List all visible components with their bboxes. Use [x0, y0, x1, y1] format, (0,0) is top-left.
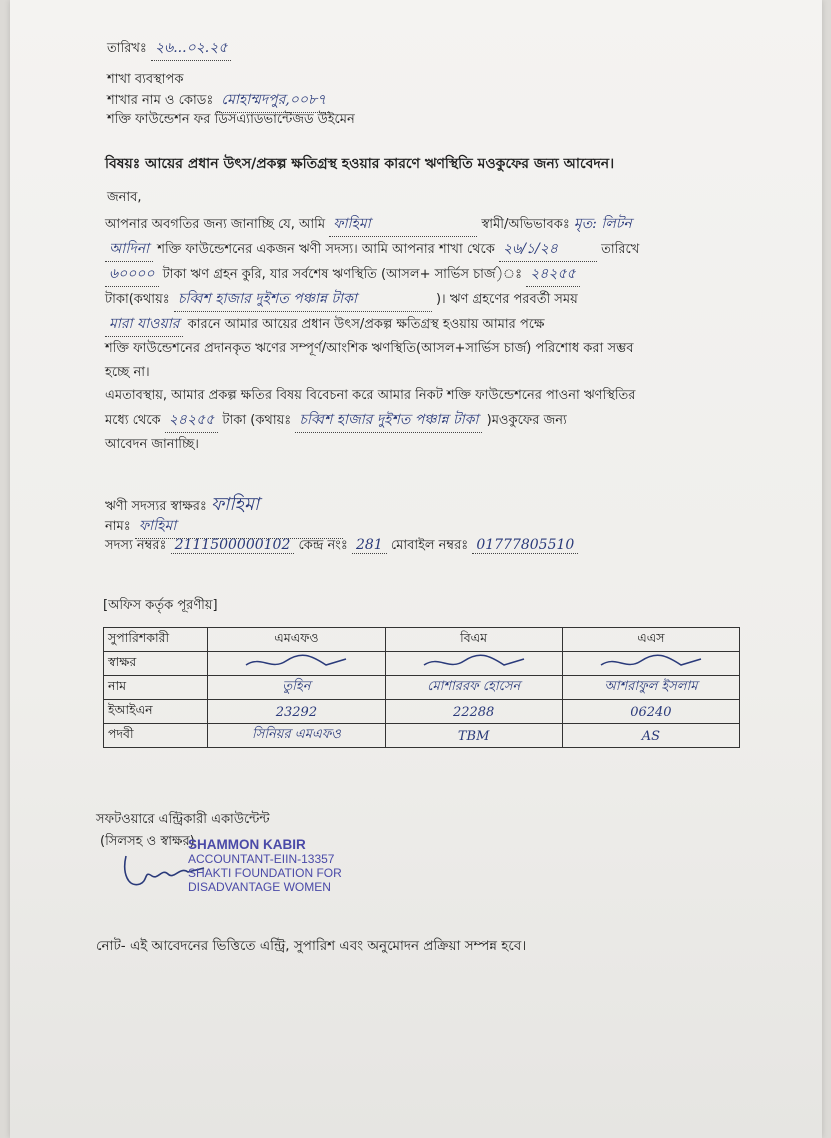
manager-line: শাখা ব্যবস্থাপক: [107, 72, 184, 87]
branch-label: শাখার নাম ও কোডঃ: [107, 93, 214, 108]
center-label: কেন্দ্র নংঃ: [298, 538, 348, 553]
table-cell-text: নাম: [108, 677, 127, 693]
table-cell-text: মোশাররফ হোসেন: [427, 679, 521, 694]
member-id-label: সদস্য নম্বরঃ: [105, 538, 167, 553]
p1-text-b: স্বামী/অভিভাবকঃ: [481, 217, 570, 232]
table-row-label: [104, 628, 208, 652]
p1-text-j: হচ্ছে না।: [105, 365, 150, 380]
table-cell-text: এমএফও: [274, 629, 319, 645]
loan-balance: ২৪২৫৫: [526, 262, 579, 287]
office-use-heading: [অফিস কর্তৃক পূরণীয়]: [103, 598, 218, 613]
table-cell-text: ইআইএন: [108, 701, 153, 717]
footer-note: নোট- এই আবেদনের ভিত্তিতে এন্ট্রি, সুপারিশ এবং অনুমোদন প্রক্রিয়া সম্পন্ন হবে।: [96, 938, 527, 954]
member-name-label: নামঃ: [105, 519, 131, 534]
table-cell: [385, 724, 562, 748]
table-row-label: [104, 700, 208, 724]
table-cell: [208, 700, 385, 724]
table-row: [104, 700, 740, 724]
salutation: জনাব,: [107, 190, 142, 205]
table-cell-text: এএস: [637, 629, 665, 645]
table-cell: [385, 652, 562, 676]
table-cell-text: সুপারিশকারী: [108, 629, 170, 645]
table-cell-text: স্বাক্ষর: [108, 653, 137, 669]
stamp-line-3: DISADVANTAGE WOMEN: [188, 880, 331, 894]
table-cell: [562, 628, 739, 652]
p1-text-a: আপনার অবগতির জন্য জানাচ্ছি যে, আমি: [105, 217, 326, 232]
date-line: [107, 36, 231, 61]
p1-text-e: টাকা ঋণ গ্রহন কুরি, যার সর্বশেষ ঋণস্থিতি (আসল+ সার্ভিস চার্জ)ঃ: [162, 267, 523, 282]
table-cell-text: 06240: [630, 704, 672, 720]
p1-text-d: তারিখে: [601, 242, 640, 257]
org-line: শক্তি ফাউন্ডেশন ফর ডিসএ্যাডভান্টেজড উইমেন: [107, 112, 355, 127]
signature-scribble: [241, 653, 351, 671]
p2-text-e: আবেদন জানাচ্ছি।: [105, 437, 199, 452]
guardian-name-2: আদিনা: [105, 237, 153, 262]
loan-amount: ৬০০০০: [105, 262, 159, 287]
application-page: [10, 0, 822, 1138]
accountant-stamp: [188, 838, 342, 894]
member-id: 2111500000102: [171, 537, 295, 554]
guardian-name: মৃত: লিটন: [573, 216, 632, 232]
table-row-label: [104, 652, 208, 676]
loan-date: ২৬/১/২৪: [499, 237, 597, 262]
mobile-number: 01777805510: [472, 537, 578, 554]
member-signature-label: ঋণী সদস্যর স্বাক্ষরঃ: [105, 499, 207, 514]
table-cell: [208, 676, 385, 700]
table-row-label: [104, 724, 208, 748]
member-name: ফাহিমা: [135, 514, 343, 539]
table-cell: [385, 700, 562, 724]
center-number: 281: [352, 537, 387, 554]
subject-line: বিষয়ঃ আয়ের প্রধান উৎস/প্রকল্প ক্ষতিগ্রস্থ হওয়ার কারণে ঋণস্থিতি মওকুফের জন্য আবেদন।: [105, 156, 615, 172]
p1-text-h: কারনে আমার আয়ের প্রধান উৎস/প্রকল্প ক্ষতিগ্রস্থ হওয়ায় আমার পক্ষে: [187, 317, 545, 332]
table-cell: [208, 724, 385, 748]
table-cell: [385, 628, 562, 652]
table-row: [104, 628, 740, 652]
loss-reason: মারা যাওয়ার: [105, 312, 183, 337]
member-id-line: [105, 536, 578, 557]
paragraph-1: [105, 212, 745, 385]
date-value: ২৬...০২.২৫: [151, 36, 231, 61]
mobile-label: মোবাইল নম্বরঃ: [390, 538, 469, 553]
recommendation-table: [103, 627, 740, 748]
signature-scribble: [596, 653, 706, 671]
table-cell: [562, 652, 739, 676]
p2-text-b: মধ্যে থেকে: [105, 413, 161, 428]
table-cell: [562, 676, 739, 700]
table-cell-text: AS: [641, 728, 661, 744]
table-row-label: [104, 676, 208, 700]
applicant-name: ফাহিমা: [329, 212, 477, 237]
table-row: [104, 676, 740, 700]
p2-text-c: টাকা (কথায়ঃ: [222, 413, 292, 428]
table-cell: [208, 628, 385, 652]
p1-text-f: টাকা(কথায়ঃ: [105, 292, 170, 307]
table-row: [104, 652, 740, 676]
stamp-name: SHAMMON KABIR: [188, 837, 306, 852]
stamp-line-1: ACCOUNTANT-EIIN-13357: [188, 852, 335, 866]
table-cell: [562, 700, 739, 724]
balance-words: চব্বিশ হাজার দুইশত পঞ্চান্ন টাকা: [174, 287, 432, 312]
member-signature: ফাহিমা: [210, 494, 260, 515]
accountant-line-2: (সিলসহ ও স্বাক্ষর): [100, 834, 195, 849]
table-cell: [385, 676, 562, 700]
table-cell: [208, 652, 385, 676]
table-cell: [562, 724, 739, 748]
signature-scribble: [419, 653, 529, 671]
paragraph-2: [105, 384, 745, 457]
p2-text-a: এমতাবস্থায়, আমার প্রকল্প ক্ষতির বিষয় বিবেচনা করে আমার নিকট শক্তি ফাউন্ডেশনের পাওনা ঋণস্থিতির: [105, 388, 636, 403]
p1-text-i: শক্তি ফাউন্ডেশনের প্রদানকৃত ঋণের সম্পূর্ণ/আংশিক ঋণস্থিতি(আসল+সার্ভিস চার্জ) পরিশোধ করা সম্ভব: [105, 341, 634, 356]
branch-value: মোহাম্মদপুর,০০৮৭: [217, 88, 330, 113]
table-row: [104, 724, 740, 748]
table-cell-text: 22288: [452, 704, 495, 720]
p1-text-c: শক্তি ফাউন্ডেশনের একজন ঋণী সদস্য। আমি আপনার শাখা থেকে: [157, 242, 495, 257]
table-cell-text: 23292: [275, 704, 318, 720]
table-cell-text: বিএম: [460, 629, 488, 645]
waive-words: চব্বিশ হাজার দুইশত পঞ্চান্ন টাকা: [295, 408, 482, 433]
table-cell-text: আশরাফুল ইসলাম: [604, 679, 698, 694]
accountant-line-1: সফটওয়ারে এন্ট্রিকারী একাউন্টেন্ট: [96, 812, 270, 827]
waive-amount: ২৪২৫৫: [165, 408, 218, 433]
table-cell-text: সিনিয়র এমএফও: [252, 727, 341, 742]
date-label: তারিখঃ: [107, 41, 147, 56]
table-cell-text: পদবী: [108, 725, 134, 741]
table-cell-text: তুহিন: [282, 679, 311, 694]
p2-text-d: )মওকুফের জন্য: [486, 413, 567, 428]
stamp-line-2: SHAKTI FOUNDATION FOR: [188, 866, 342, 880]
table-cell-text: TBM: [457, 728, 490, 744]
p1-text-g: )। ঋণ গ্রহণের পরবর্তী সময়: [435, 292, 578, 307]
